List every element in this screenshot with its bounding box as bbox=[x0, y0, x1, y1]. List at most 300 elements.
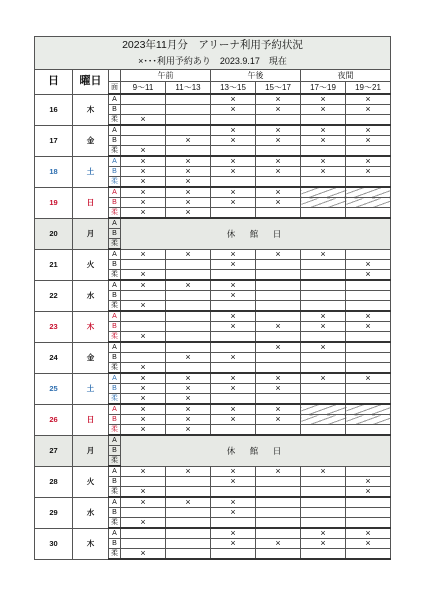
slot-cell bbox=[211, 353, 256, 363]
slot-cell bbox=[301, 177, 346, 188]
slot-cell bbox=[346, 415, 391, 425]
booked-mark: × bbox=[185, 414, 191, 424]
booked-mark: × bbox=[230, 528, 236, 538]
slot-cell bbox=[301, 198, 346, 208]
slot-cell bbox=[166, 466, 211, 477]
booked-mark: × bbox=[185, 466, 191, 476]
court-label: B bbox=[109, 446, 121, 456]
reservation-table bbox=[34, 36, 391, 560]
court-label: A bbox=[109, 497, 121, 508]
slot-cell bbox=[256, 105, 301, 115]
booked-mark: × bbox=[275, 373, 281, 383]
booked-mark: × bbox=[140, 249, 146, 259]
slot-cell bbox=[301, 270, 346, 281]
slot-cell bbox=[121, 187, 166, 198]
booked-mark: × bbox=[140, 362, 146, 372]
court-row bbox=[35, 249, 391, 260]
slot-cell bbox=[346, 549, 391, 560]
booked-mark: × bbox=[140, 207, 146, 217]
slot-cell bbox=[166, 115, 211, 126]
court-label: 柔 bbox=[109, 115, 121, 126]
booked-mark: × bbox=[275, 321, 281, 331]
slot-cell bbox=[166, 508, 211, 518]
slot-cell bbox=[301, 415, 346, 425]
booked-mark: × bbox=[230, 197, 236, 207]
slot-cell bbox=[301, 146, 346, 157]
slot-cell bbox=[256, 508, 301, 518]
slot-cell bbox=[256, 146, 301, 157]
court-label: 柔 bbox=[109, 146, 121, 157]
booked-mark: × bbox=[185, 207, 191, 217]
slot-cell bbox=[346, 105, 391, 115]
day-number: 17 bbox=[35, 125, 73, 156]
booked-mark: × bbox=[230, 125, 236, 135]
court-label: B bbox=[109, 260, 121, 270]
court-row bbox=[35, 125, 391, 136]
closed-day-label: 休 館 日 bbox=[121, 218, 391, 249]
booked-mark: × bbox=[140, 114, 146, 124]
slot-cell bbox=[211, 260, 256, 270]
court-header-blank bbox=[109, 70, 121, 82]
booked-mark: × bbox=[365, 269, 371, 279]
day-number: 28 bbox=[35, 466, 73, 497]
day-number: 27 bbox=[35, 435, 73, 466]
slot-cell bbox=[346, 311, 391, 322]
slot-cell bbox=[121, 342, 166, 353]
booked-mark: × bbox=[365, 125, 371, 135]
booked-mark: × bbox=[185, 176, 191, 186]
booked-mark: × bbox=[230, 166, 236, 176]
slot-cell bbox=[211, 187, 256, 198]
slot-cell bbox=[301, 311, 346, 322]
slot-cell bbox=[166, 94, 211, 105]
court-label: 柔 bbox=[109, 177, 121, 188]
slot-cell bbox=[301, 539, 346, 549]
slot-cell bbox=[346, 270, 391, 281]
booked-mark: × bbox=[275, 342, 281, 352]
court-row bbox=[35, 528, 391, 539]
court-row bbox=[35, 311, 391, 322]
period-header-morning: 午前 bbox=[121, 70, 211, 82]
slot-cell bbox=[346, 353, 391, 363]
slot-cell bbox=[166, 363, 211, 374]
slot-cell bbox=[301, 105, 346, 115]
slot-cell bbox=[346, 332, 391, 343]
court-label: A bbox=[109, 249, 121, 260]
court-label: B bbox=[109, 291, 121, 301]
court-label: B bbox=[109, 384, 121, 394]
court-row bbox=[35, 94, 391, 105]
slot-cell bbox=[346, 167, 391, 177]
slot-cell bbox=[121, 425, 166, 436]
court-row bbox=[35, 404, 391, 415]
booked-mark: × bbox=[275, 156, 281, 166]
weekday-label: 月 bbox=[73, 435, 109, 466]
slot-cell bbox=[346, 373, 391, 384]
slot-cell bbox=[166, 301, 211, 312]
slot-cell bbox=[121, 280, 166, 291]
booked-mark: × bbox=[140, 269, 146, 279]
booked-mark: × bbox=[275, 104, 281, 114]
booked-mark: × bbox=[185, 187, 191, 197]
slot-cell bbox=[121, 249, 166, 260]
day-number: 20 bbox=[35, 218, 73, 249]
booked-mark: × bbox=[275, 125, 281, 135]
day-number: 22 bbox=[35, 280, 73, 311]
slot-cell bbox=[346, 156, 391, 167]
booked-mark: × bbox=[230, 383, 236, 393]
slot-cell bbox=[211, 280, 256, 291]
slot-cell bbox=[256, 353, 301, 363]
slot-cell bbox=[211, 466, 256, 477]
slot-cell bbox=[211, 208, 256, 219]
slot-cell bbox=[256, 539, 301, 549]
slot-cell bbox=[166, 146, 211, 157]
slot-cell bbox=[166, 477, 211, 487]
slot-cell bbox=[121, 260, 166, 270]
slot-cell bbox=[256, 404, 301, 415]
slot-header: 17～19 bbox=[301, 82, 346, 95]
slot-cell bbox=[256, 497, 301, 508]
slot-cell bbox=[211, 518, 256, 529]
slot-cell bbox=[211, 249, 256, 260]
booked-mark: × bbox=[230, 135, 236, 145]
slot-cell bbox=[346, 125, 391, 136]
slot-cell bbox=[256, 125, 301, 136]
booked-mark: × bbox=[140, 166, 146, 176]
slot-cell bbox=[256, 94, 301, 105]
slot-cell bbox=[121, 270, 166, 281]
slot-cell bbox=[346, 198, 391, 208]
slot-cell bbox=[166, 260, 211, 270]
slot-cell bbox=[211, 167, 256, 177]
slot-cell bbox=[301, 280, 346, 291]
slot-cell bbox=[301, 332, 346, 343]
slot-cell bbox=[346, 115, 391, 126]
weekday-label: 木 bbox=[73, 311, 109, 342]
booked-mark: × bbox=[185, 393, 191, 403]
slot-cell bbox=[346, 301, 391, 312]
booked-mark: × bbox=[365, 135, 371, 145]
weekday-label: 火 bbox=[73, 249, 109, 280]
reservation-sheet bbox=[34, 36, 390, 560]
court-row bbox=[35, 373, 391, 384]
booked-mark: × bbox=[230, 373, 236, 383]
slot-cell bbox=[121, 125, 166, 136]
court-label: 柔 bbox=[109, 549, 121, 560]
court-label: B bbox=[109, 198, 121, 208]
court-label: A bbox=[109, 404, 121, 415]
booked-mark: × bbox=[230, 321, 236, 331]
slot-cell bbox=[346, 477, 391, 487]
booked-mark: × bbox=[230, 538, 236, 548]
booked-mark: × bbox=[365, 486, 371, 496]
slot-cell bbox=[211, 198, 256, 208]
slot-header: 19～21 bbox=[346, 82, 391, 95]
court-label: B bbox=[109, 415, 121, 425]
slot-cell bbox=[256, 177, 301, 188]
slot-cell bbox=[121, 156, 166, 167]
slot-cell bbox=[211, 549, 256, 560]
day-number: 19 bbox=[35, 187, 73, 218]
court-label: B bbox=[109, 508, 121, 518]
slot-cell bbox=[121, 497, 166, 508]
slot-cell bbox=[301, 94, 346, 105]
slot-cell bbox=[346, 384, 391, 394]
booked-mark: × bbox=[320, 94, 326, 104]
court-row bbox=[35, 497, 391, 508]
day-number: 23 bbox=[35, 311, 73, 342]
court-label: A bbox=[109, 94, 121, 105]
slot-cell bbox=[346, 342, 391, 353]
day-number: 18 bbox=[35, 156, 73, 187]
booked-mark: × bbox=[140, 404, 146, 414]
slot-cell bbox=[211, 384, 256, 394]
slot-cell bbox=[346, 394, 391, 405]
booked-mark: × bbox=[320, 135, 326, 145]
slot-cell bbox=[256, 280, 301, 291]
slot-cell bbox=[166, 539, 211, 549]
slot-cell bbox=[211, 508, 256, 518]
slot-cell bbox=[346, 260, 391, 270]
booked-mark: × bbox=[320, 538, 326, 548]
slot-cell bbox=[211, 136, 256, 146]
slot-header: 13～15 bbox=[211, 82, 256, 95]
booked-mark: × bbox=[230, 104, 236, 114]
slot-cell bbox=[211, 487, 256, 498]
slot-cell bbox=[256, 136, 301, 146]
court-label: A bbox=[109, 435, 121, 446]
booked-mark: × bbox=[230, 290, 236, 300]
slot-cell bbox=[211, 539, 256, 549]
court-label: B bbox=[109, 229, 121, 239]
slot-cell bbox=[121, 167, 166, 177]
slot-cell bbox=[346, 518, 391, 529]
slot-cell bbox=[166, 249, 211, 260]
slot-cell bbox=[166, 353, 211, 363]
weekday-column-header: 曜日 bbox=[73, 70, 109, 95]
slot-cell bbox=[166, 291, 211, 301]
slot-cell bbox=[256, 384, 301, 394]
slot-cell bbox=[256, 187, 301, 198]
booked-mark: × bbox=[275, 538, 281, 548]
day-number: 26 bbox=[35, 404, 73, 435]
court-label: 柔 bbox=[109, 518, 121, 529]
slot-cell bbox=[256, 249, 301, 260]
court-label: A bbox=[109, 466, 121, 477]
slot-cell bbox=[346, 466, 391, 477]
booked-mark: × bbox=[140, 517, 146, 527]
court-label: A bbox=[109, 311, 121, 322]
slot-cell bbox=[211, 177, 256, 188]
court-label: 柔 bbox=[109, 239, 121, 250]
court-label: A bbox=[109, 342, 121, 353]
booked-mark: × bbox=[230, 156, 236, 166]
slot-cell bbox=[166, 187, 211, 198]
slot-cell bbox=[166, 425, 211, 436]
court-row bbox=[35, 156, 391, 167]
slot-cell bbox=[166, 415, 211, 425]
booked-mark: × bbox=[185, 383, 191, 393]
booked-mark: × bbox=[275, 94, 281, 104]
weekday-label: 日 bbox=[73, 187, 109, 218]
booked-mark: × bbox=[140, 466, 146, 476]
court-column-header: 面 bbox=[109, 82, 121, 95]
booked-mark: × bbox=[320, 466, 326, 476]
booked-mark: × bbox=[140, 187, 146, 197]
slot-cell bbox=[121, 115, 166, 126]
court-row bbox=[35, 218, 391, 229]
slot-cell bbox=[301, 187, 346, 198]
status-note: ×･･･利用予約あり 2023.9.17 現在 bbox=[35, 54, 391, 70]
court-label: A bbox=[109, 187, 121, 198]
booked-mark: × bbox=[230, 249, 236, 259]
slot-cell bbox=[346, 146, 391, 157]
weekday-label: 土 bbox=[73, 156, 109, 187]
slot-cell bbox=[256, 291, 301, 301]
slot-cell bbox=[121, 373, 166, 384]
court-row bbox=[35, 435, 391, 446]
slot-cell bbox=[121, 208, 166, 219]
slot-cell bbox=[121, 528, 166, 539]
booked-mark: × bbox=[230, 497, 236, 507]
booked-mark: × bbox=[275, 466, 281, 476]
slot-cell bbox=[301, 508, 346, 518]
court-label: A bbox=[109, 373, 121, 384]
slot-cell bbox=[301, 425, 346, 436]
slot-cell bbox=[256, 466, 301, 477]
court-row bbox=[35, 187, 391, 198]
booked-mark: × bbox=[185, 135, 191, 145]
slot-cell bbox=[211, 311, 256, 322]
booked-mark: × bbox=[185, 404, 191, 414]
court-label: B bbox=[109, 353, 121, 363]
court-label: 柔 bbox=[109, 363, 121, 374]
slot-cell bbox=[121, 291, 166, 301]
slot-cell bbox=[166, 198, 211, 208]
slot-cell bbox=[166, 518, 211, 529]
slot-cell bbox=[346, 280, 391, 291]
court-label: A bbox=[109, 156, 121, 167]
slot-cell bbox=[301, 528, 346, 539]
slot-header: 11～13 bbox=[166, 82, 211, 95]
booked-mark: × bbox=[275, 249, 281, 259]
slot-cell bbox=[301, 260, 346, 270]
court-label: 柔 bbox=[109, 456, 121, 467]
slot-cell bbox=[301, 208, 346, 219]
booked-mark: × bbox=[320, 125, 326, 135]
slot-cell bbox=[121, 198, 166, 208]
slot-cell bbox=[166, 497, 211, 508]
court-label: B bbox=[109, 539, 121, 549]
booked-mark: × bbox=[320, 156, 326, 166]
slot-cell bbox=[166, 270, 211, 281]
court-label: B bbox=[109, 136, 121, 146]
slot-cell bbox=[301, 373, 346, 384]
slot-cell bbox=[301, 167, 346, 177]
slot-cell bbox=[346, 404, 391, 415]
weekday-label: 木 bbox=[73, 528, 109, 559]
booked-mark: × bbox=[185, 166, 191, 176]
booked-mark: × bbox=[275, 197, 281, 207]
slot-cell bbox=[211, 125, 256, 136]
booked-mark: × bbox=[230, 352, 236, 362]
slot-cell bbox=[256, 363, 301, 374]
booked-mark: × bbox=[140, 383, 146, 393]
slot-cell bbox=[121, 353, 166, 363]
slot-cell bbox=[301, 115, 346, 126]
slot-cell bbox=[256, 342, 301, 353]
booked-mark: × bbox=[365, 94, 371, 104]
slot-cell bbox=[301, 353, 346, 363]
booked-mark: × bbox=[185, 156, 191, 166]
slot-cell bbox=[121, 477, 166, 487]
booked-mark: × bbox=[140, 331, 146, 341]
slot-cell bbox=[121, 363, 166, 374]
booked-mark: × bbox=[275, 187, 281, 197]
slot-cell bbox=[121, 146, 166, 157]
slot-cell bbox=[121, 415, 166, 425]
slot-cell bbox=[256, 301, 301, 312]
slot-cell bbox=[346, 94, 391, 105]
slot-cell bbox=[121, 384, 166, 394]
slot-cell bbox=[211, 373, 256, 384]
booked-mark: × bbox=[185, 497, 191, 507]
booked-mark: × bbox=[140, 280, 146, 290]
slot-cell bbox=[166, 384, 211, 394]
booked-mark: × bbox=[320, 311, 326, 321]
slot-cell bbox=[346, 208, 391, 219]
slot-cell bbox=[256, 487, 301, 498]
slot-cell bbox=[301, 497, 346, 508]
slot-cell bbox=[211, 156, 256, 167]
slot-cell bbox=[346, 425, 391, 436]
booked-mark: × bbox=[320, 528, 326, 538]
period-header-evening: 夜間 bbox=[301, 70, 391, 82]
slot-cell bbox=[166, 177, 211, 188]
booked-mark: × bbox=[275, 414, 281, 424]
day-number: 29 bbox=[35, 497, 73, 528]
slot-cell bbox=[301, 394, 346, 405]
slot-cell bbox=[256, 394, 301, 405]
court-label: B bbox=[109, 167, 121, 177]
slot-cell bbox=[166, 208, 211, 219]
slot-cell bbox=[211, 115, 256, 126]
booked-mark: × bbox=[275, 135, 281, 145]
court-label: A bbox=[109, 218, 121, 229]
booked-mark: × bbox=[365, 104, 371, 114]
weekday-label: 水 bbox=[73, 280, 109, 311]
booked-mark: × bbox=[365, 311, 371, 321]
weekday-label: 月 bbox=[73, 218, 109, 249]
slot-cell bbox=[301, 404, 346, 415]
booked-mark: × bbox=[230, 414, 236, 424]
slot-cell bbox=[301, 466, 346, 477]
slot-cell bbox=[256, 115, 301, 126]
booked-mark: × bbox=[230, 404, 236, 414]
slot-cell bbox=[346, 528, 391, 539]
slot-cell bbox=[121, 332, 166, 343]
court-row bbox=[35, 280, 391, 291]
slot-cell bbox=[301, 549, 346, 560]
slot-cell bbox=[211, 94, 256, 105]
booked-mark: × bbox=[230, 476, 236, 486]
slot-cell bbox=[166, 136, 211, 146]
slot-cell bbox=[346, 508, 391, 518]
day-number: 16 bbox=[35, 94, 73, 125]
slot-cell bbox=[166, 105, 211, 115]
court-label: A bbox=[109, 125, 121, 136]
